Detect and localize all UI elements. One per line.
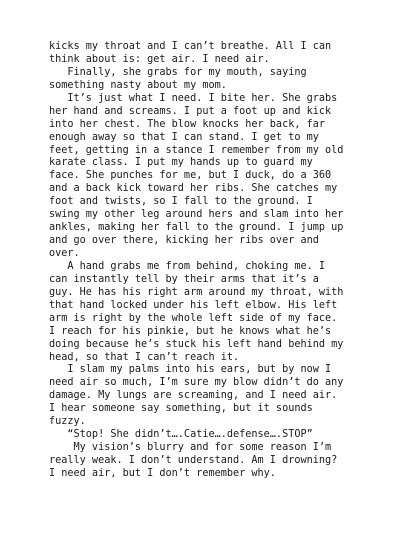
text-line: I slam my palms into his ears, but by now I (49, 364, 332, 376)
text-line: doing because he’s stuck his left hand behind my (49, 338, 344, 350)
text-line: and a back kick toward her ribs. She catches my (49, 183, 338, 195)
text-line: her hand and screams. I put a foot up and kick (49, 105, 332, 117)
text-line: kicks my throat and I can’t breathe. All I can (49, 41, 332, 52)
text-line: feet, getting in a stance I remember from my old (49, 144, 344, 156)
text-line: “Stop! She didn’t….Catie….defense….STOP” (49, 429, 313, 441)
text-line: over. (49, 248, 80, 259)
text-line: face. She punches for me, but I duck, do a 360 (49, 170, 332, 182)
text-line: that hand locked under his left elbow. His left (49, 299, 338, 311)
text-line: need air so much, I’m sure my blow didn’t do any (49, 377, 344, 389)
text-line: I need air, but I don’t remember why. (49, 467, 276, 479)
text-line: I reach for his pinkie, but he knows what he’s (49, 325, 332, 337)
text-line: It’s just what I need. I bite her. She grabs (49, 92, 338, 104)
text-line: think about is: get air. I need air. (49, 53, 270, 65)
text-line: I hear someone say something, but it sounds (49, 403, 313, 415)
text-line: and go over there, kicking her ribs over and (49, 235, 319, 247)
text-line: My vision’s blurry and for some reason I’m (49, 442, 332, 454)
body-text (49, 41, 389, 481)
text-line: swing my other leg around hers and slam into her (49, 209, 344, 221)
text-line: fuzzy. (49, 416, 86, 428)
text-line: head, so that I can’t reach it. (49, 351, 240, 363)
text-line: arm is right by the whole left side of my face. (49, 312, 338, 324)
text-line: can instantly tell by their arms that it’s a (49, 273, 319, 285)
text-line: really weak. I don’t understand. Am I drowning? (49, 455, 338, 466)
text-line: damage. My lungs are screaming, and I need air. (49, 390, 338, 402)
text-line: karate class. I put my hands up to guard my (49, 157, 313, 169)
text-line: foot and twists, so I fall to the ground. I (49, 196, 313, 208)
text-line: Finally, she grabs for my mouth, saying (49, 66, 307, 78)
text-line: ankles, making her fall to the ground. I jump up (49, 222, 344, 234)
text-line: something nasty about my mom. (49, 79, 227, 91)
text-line: A hand grabs me from behind, choking me. I (49, 260, 326, 272)
text-line: into her chest. The blow knocks her back, far (49, 118, 326, 130)
text-line: enough away so that I can stand. I get to my (49, 131, 319, 143)
text-line: guy. He has his right arm around my throat, with (49, 286, 344, 298)
